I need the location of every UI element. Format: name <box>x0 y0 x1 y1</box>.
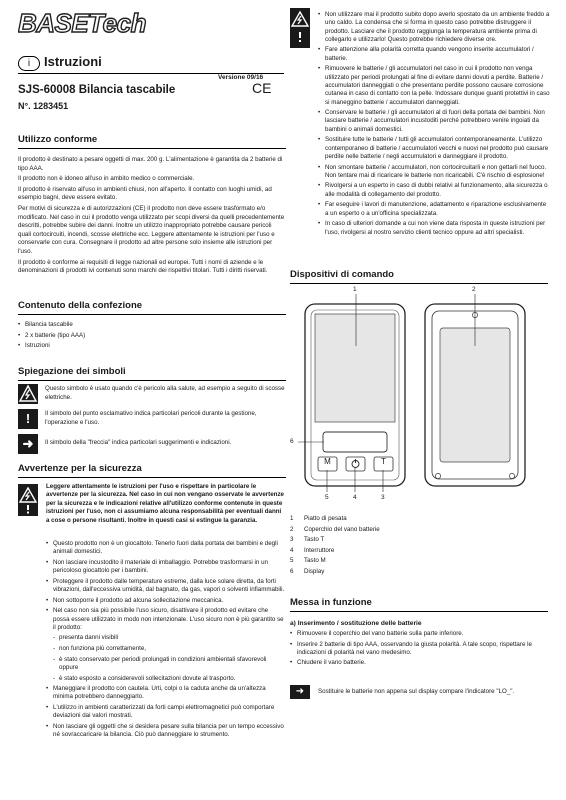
list-item: • 2 x batterie (tipo AAA) <box>25 332 286 340</box>
legend-item: 6 Display <box>290 567 325 575</box>
section-messa <box>290 597 548 670</box>
list-item: • Inserire 2 batterie di tipo AAA, osservando la giusta polarità. A tale scopo, rispettare le indicazioni di polarità nel vano medesimo. <box>297 641 548 658</box>
safety-intro <box>46 483 286 527</box>
paragraph: Per motivi di sicurezza e di autorizzazioni (CE) il prodotto non deve essere trasformato e/o modificato. Nel caso in cui il prodotto venga utilizzato per scopi diversi da quelli precedentemente descritti, potrebbe subire dei danni. Inoltre un utilizzo inappropriato potrebbe causare pericoli quali cortocircuiti, incendi, scosse elettriche ecc. Leggere attentamente le istruzioni per l'uso e conservarle con cura. Consegnare il prodotto ad altre persone solo insieme alle istruzioni per l'uso. <box>18 204 285 255</box>
section-utilizzo <box>18 134 286 278</box>
product-number: N°. 1283451 <box>18 101 69 111</box>
safety-list-right <box>318 11 550 239</box>
list-item: • Maneggiare il prodotto con cautela. Urti, colpi o la caduta anche da un'altezza minima potrebbero danneggiarlo. <box>53 685 286 702</box>
list-item: • Far eseguire i lavori di manutenzione, adattamento e riparazione esclusivamente a un esperto o a un'officina specializzata. <box>325 201 550 218</box>
warning-triangle-icon <box>18 484 38 516</box>
section-simboli <box>18 366 286 381</box>
symbol-row <box>18 384 286 408</box>
list-item: • Rimuovere le batterie / gli accumulatori nel caso in cui il prodotto non venga utilizzato per periodi prolungati al fine di evitare danni dovuti a perdite. Batterie / accumulatori danneggiati o che presentano perdite possono causare corrosione cutanea in caso di contatto con la pelle. Indossare dunque guanti protettivi in caso si maneggino batterie / accumulatori danneggiati. <box>325 65 550 106</box>
heading-messa: Messa in funzione <box>290 597 548 612</box>
list-item: • Chiudere il vano batterie. <box>297 659 548 667</box>
warning-triangle-icon <box>18 384 38 404</box>
heading-contenuto: Contenuto della confezione <box>18 300 286 315</box>
heading-avvertenze: Avvertenze per la sicurezza <box>18 463 286 478</box>
instructions-header <box>18 54 284 74</box>
list-item: • Non sottoporre il prodotto ad alcuna sollecitazione meccanica. <box>53 597 286 605</box>
safety-list-left <box>46 540 286 742</box>
callout-2: 2 <box>472 286 476 293</box>
safety-intro-text: Leggere attentamente le istruzioni per l'uso e rispettare in particolare le avvertenze per la sicurezza. Nel caso in cui non vengano osservate le avvertenze per la sicurezza e le indicazioni relative all'utilizzo conforme contenute in queste istruzioni per l'uso, non ci assumiamo alcuna responsabilità per eventuali danni a cose o persone risultanti. Inoltre in questi casi si estingue la garanzia. <box>46 483 284 524</box>
callout-4: 4 <box>353 494 357 501</box>
parts-legend <box>290 514 548 577</box>
list-item: • Questo prodotto non è un giocattolo. Tenerlo fuori dalla portata dei bambini e degli animali domestici. <box>53 540 286 557</box>
arrow-icon: ➜ <box>18 434 38 454</box>
battery-tip: Sostituire le batterie non appena sul display compare l'indicatore "LO_". <box>318 688 515 695</box>
paragraph: Il prodotto è destinato a pesare oggetti di max. 200 g. L'alimentazione è garantita da 2 batterie di tipo AAA. <box>18 156 283 172</box>
legend-item: 2 Coperchio del vano batterie <box>290 525 380 533</box>
list-item: • Sostituire tutte le batterie / tutti gli accumulatori contemporaneamente. L'utilizzo contemporaneo di batterie / accumulatori vecchi e nuovi nel prodotto può causare perdite nelle batterie / negli accumulatori e danneggiare il prodotto. <box>325 136 550 161</box>
section-dispositivi <box>290 269 548 284</box>
callout-5: 5 <box>325 494 329 501</box>
callout-3: 3 <box>381 494 385 501</box>
list-item: • Non lasciare incustodito il materiale di imballaggio. Potrebbe trasformarsi in un pericoloso giocattolo per i bambini. <box>53 559 286 576</box>
ce-mark: CE <box>252 80 272 96</box>
list-item: • Rimuovere il coperchio del vano batterie sulla parte inferiore. <box>297 630 548 638</box>
paragraph: Il prodotto è riservato all'uso in ambienti chiusi, non all'aperto. Il contatto con luoghi umidi, ad esempio bagni, deve essere evitato. <box>18 185 272 202</box>
paragraph: Il prodotto non è idoneo all'uso in ambito medico o commerciale. <box>18 175 195 183</box>
svg-text:BASETech: BASETech <box>18 8 146 38</box>
symbol-text: Il simbolo della "freccia" indica particolari suggerimenti e indicazioni. <box>45 439 232 446</box>
scale-diagram <box>290 286 548 508</box>
product-title: SJS-60008 Bilancia tascabile <box>18 84 176 96</box>
basetech-logo <box>18 8 194 38</box>
callout-6: 6 <box>290 438 294 445</box>
list-item: • Non utilizzare mai il prodotto subito dopo averlo spostato da un ambiente freddo a uno caldo. La condensa che si forma in questo caso potrebbe distruggere il prodotto. Lasciare che il prodotto raggiunga la temperatura ambiente prima di collegarlo e utilizzarlo! Questo potrebbe richiedere diverse ore. <box>325 11 550 44</box>
legend-item: 1 Piatto di pesata <box>290 515 347 522</box>
callout-1: 1 <box>353 286 357 293</box>
sub-list-item: - è stato conservato per periodi prolungati in condizioni ambientali sfavorevoli oppure <box>59 656 286 673</box>
section-avvertenze <box>18 463 286 478</box>
list-item: • Non smontare batterie / accumulatori, non cortocircuitarli e non gettarli nel fuoco. Non tentare mai di ricaricare le batterie non ricaricabili. C'è rischio di esplosione! <box>325 164 550 181</box>
list-item: • Rivolgersi a un esperto in caso di dubbi relativi al funzionamento, alla sicurezza o alle modalità di collegamento del prodotto. <box>325 182 550 199</box>
heading-dispositivi: Dispositivi di comando <box>290 269 548 284</box>
legend-item: 4 Interruttore <box>290 546 335 554</box>
heading-utilizzo: Utilizzo conforme <box>18 134 286 149</box>
arrow-icon: ➜ <box>290 685 310 699</box>
list-item: • Fare attenzione alla polarità corretta quando vengono inserite accumulatori / batterie. <box>325 46 550 63</box>
exclamation-icon: ! <box>18 409 38 429</box>
paragraph: Il prodotto è conforme ai requisiti di legge nazionali ed europei. Tutti i nomi di aziende e le denominazioni di prodotti ivi contenuti sono marchi dei rispettivi titolari. Tutti i diritti riservati. <box>18 258 268 275</box>
button-t-label: T <box>381 457 386 466</box>
symbol-row <box>18 409 286 433</box>
symbol-text: Questo simbolo è usato quando c'è pericolo alla salute, ad esempio a seguito di scosse elettriche. <box>45 385 285 401</box>
list-item: • Istruzioni <box>25 342 286 350</box>
button-m-label: M <box>324 457 331 466</box>
symbol-text: Il simbolo del punto esclamativo indica particolari pericoli durante la gestione, l'operazione e l'uso. <box>45 410 257 426</box>
legend-item: 3 Tasto T <box>290 536 325 543</box>
section-contenuto <box>18 300 286 353</box>
symbol-row <box>18 434 286 454</box>
warning-triangle-icon <box>290 8 310 48</box>
list-item: • Conservare le batterie / gli accumulatori al di fuori della portata dei bambini. Non lasciare batterie / accumulatori incustoditi perché potrebbero venire ingoiati da bambini o animali domestici. <box>325 109 550 134</box>
list-item: • L'utilizzo in ambienti caratterizzati da forti campi elettromagnetici può comportare deviazioni dai valori mostrati. <box>53 704 286 721</box>
info-badge: i <box>18 56 40 71</box>
section-title: Istruzioni <box>44 54 102 69</box>
list-item: • Bilancia tascabile <box>25 321 286 329</box>
version-label: Versione 09/16 <box>218 74 264 81</box>
list-item: • In caso di ulteriori domande a cui non viene data risposta in queste istruzioni per l'uso, rivolgersi al nostro servizio clienti tecnico oppure ad altri specialisti. <box>325 220 550 237</box>
legend-item: 5 Tasto M <box>290 557 326 564</box>
list-item: • Non lasciare gli oggetti che si desidera pesare sulla bilancia per un tempo eccessivo né sovraccaricare la bilancia. Ciò può danneggiare lo strumento. <box>53 723 286 740</box>
subheading-batterie: a) Inserimento / sostituzione delle batterie <box>290 620 422 627</box>
sub-list-item: - non funziona più correttamente, <box>59 645 286 653</box>
list-item: • Nel caso non sia più possibile l'uso sicuro, disattivare il prodotto ed evitare che possa essere utilizzato in modo non intenzionale. L'uso sicuro non è più garantito se il prodotto: <box>53 607 286 632</box>
sub-list-item: - presenta danni visibili <box>59 634 286 642</box>
list-item: • Proteggere il prodotto dalle temperature estreme, dalla luce solare diretta, da forti vibrazioni, dall'eccessiva umidità, dal bagnato, da gas, vapori o solventi infiammabili. <box>53 578 286 595</box>
sub-list-item: - è stato esposto a considerevoli sollecitazioni dovute al trasporto. <box>59 675 286 683</box>
heading-simboli: Spiegazione dei simboli <box>18 366 286 381</box>
